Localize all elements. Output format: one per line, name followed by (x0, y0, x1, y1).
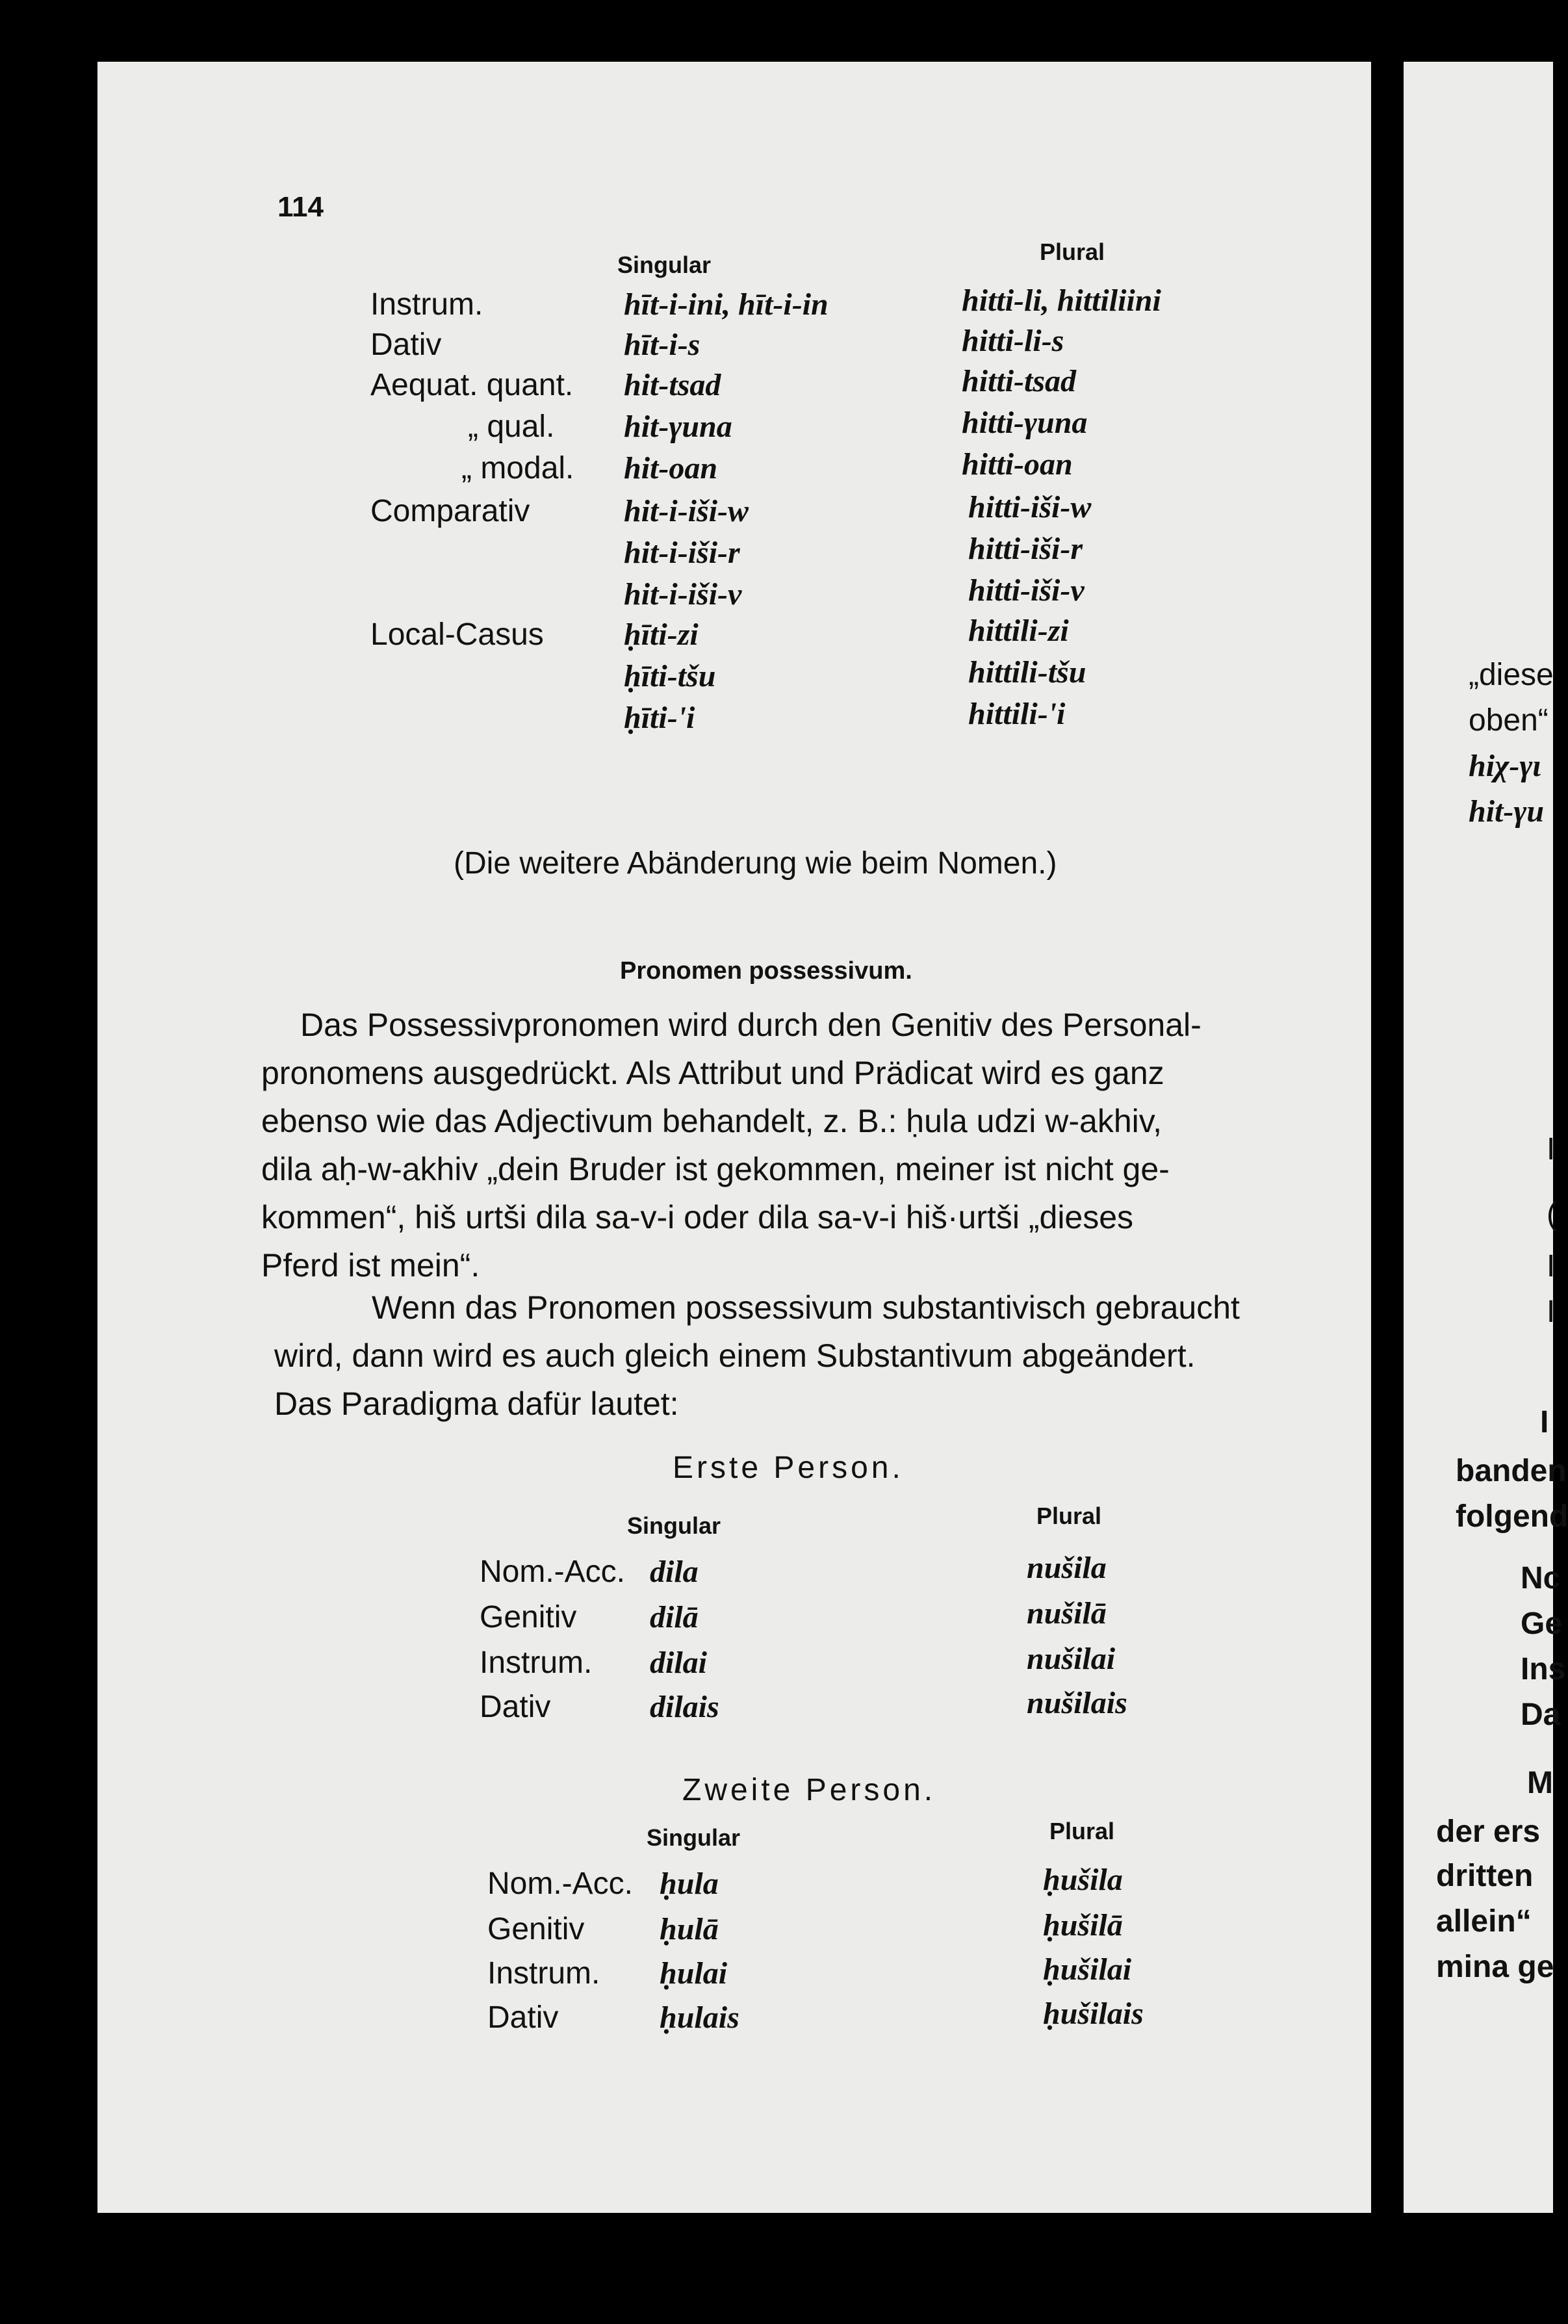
table1-singular-form: hīt-i-s (624, 328, 700, 362)
next-page-fragment: hiχ-γι (1469, 749, 1541, 783)
zweite-header-singular: Singular (647, 1824, 741, 1851)
next-page-fragment: Ge (1521, 1607, 1563, 1641)
table1-singular-form: hit-i-iši-v (624, 577, 742, 612)
erste-singular-form: dilai (650, 1646, 708, 1680)
paragraph-1-line: pronomens ausgedrückt. Als Attribut und Prädicat wird es ganz (261, 1055, 1164, 1091)
zweite-row-label: Instrum. (487, 1956, 600, 1991)
next-page-fragment: I (1547, 1249, 1556, 1284)
paragraph-1-line: kommen“, hiš urtši dila sa-v-i oder dila sa-v-i hiš·urtši „dieses (261, 1199, 1134, 1235)
zweite-plural-form: ḥušilai (1043, 1952, 1132, 1987)
table1-row-label: „ modal. (461, 451, 574, 485)
erste-row-label: Genitiv (480, 1600, 577, 1634)
table1-row-label: „ qual. (468, 409, 555, 444)
erste-singular-form: dilais (650, 1690, 719, 1724)
table1-singular-form: ḥīti-tšu (624, 659, 716, 693)
paragraph-1 (261, 1001, 1418, 1289)
table1-plural-form: hittili-zi (968, 613, 1069, 648)
page-number: 114 (277, 191, 324, 223)
next-page-fragment: M (1527, 1766, 1553, 1800)
next-page-fragment: Nc (1521, 1561, 1561, 1595)
table1-row-label: Comparativ (370, 494, 530, 528)
table1-singular-form: hit-tsad (624, 368, 721, 402)
next-page-fragment: I (1540, 1405, 1549, 1440)
next-page-fragment: I (1547, 1295, 1556, 1329)
next-page-fragment: ( (1547, 1197, 1557, 1232)
paragraph-2-line: wird, dann wird es auch gleich einem Substantivum abgeändert. (274, 1337, 1196, 1374)
erste-row-label: Nom.-Acc. (480, 1555, 626, 1589)
next-page-fragment: banden (1456, 1454, 1567, 1488)
paragraph-1-line: ebenso wie das Adjectivum behandelt, z. B.: ḥula udzi w-akhiv, (261, 1103, 1162, 1139)
erste-header-plural: Plural (1036, 1503, 1102, 1529)
table1-plural-form: hitti-tsad (962, 364, 1077, 398)
table1-singular-form: ḥīti-zi (624, 617, 699, 652)
erste-row-label: Dativ (480, 1690, 551, 1724)
section-title: Pronomen possessivum. (620, 957, 912, 985)
zweite-singular-form: ḥulais (660, 2000, 739, 2035)
erste-plural-form: nušila (1027, 1551, 1107, 1585)
table1-plural-form: hitti-iši-v (968, 573, 1085, 608)
next-page-fragment: Da (1521, 1698, 1561, 1732)
next-page-fragment: „diese (1469, 658, 1554, 692)
zweite-row-label: Dativ (487, 2000, 559, 2035)
next-page-fragment: der ers (1436, 1814, 1541, 1849)
paragraph-1-line: Das Possessivpronomen wird durch den Genitiv des Personal- (300, 1007, 1202, 1043)
table1-plural-form: hitti-li, hittiliini (962, 283, 1161, 318)
zweite-plural-form: ḥušilā (1043, 1908, 1123, 1943)
table1-plural-form: hitti-oan (962, 447, 1073, 482)
zweite-person-title: Zweite Person. (682, 1773, 936, 1807)
next-page-fragment: Ins (1521, 1652, 1566, 1686)
erste-header-singular: Singular (627, 1512, 721, 1539)
table1-singular-form: ḥīti-'i (624, 701, 695, 735)
table1-plural-form: hitti-li-s (962, 324, 1064, 358)
table1-row-label: Local-Casus (370, 617, 544, 652)
next-page-fragment: folgend (1456, 1499, 1568, 1534)
next-page-fragment: allein“ (1436, 1904, 1532, 1939)
erste-row-label: Instrum. (480, 1646, 593, 1680)
table1-singular-form: hit-γuna (624, 409, 732, 444)
book-page-left (97, 62, 1371, 2213)
paragraph-1-line: Pferd ist mein“. (261, 1247, 480, 1284)
erste-plural-form: nušilais (1027, 1686, 1127, 1720)
paragraph-2-line: Wenn das Pronomen possessivum substantivisch gebraucht (372, 1289, 1240, 1326)
erste-singular-form: dilā (650, 1600, 699, 1634)
paragraph-2-line: Das Paradigma dafür lautet: (274, 1386, 679, 1422)
zweite-row-label: Genitiv (487, 1912, 585, 1946)
zweite-row-label: Nom.-Acc. (487, 1866, 634, 1901)
table1-plural-form: hitti-γuna (962, 406, 1088, 440)
table1-header-plural: Plural (1040, 239, 1105, 265)
table1-singular-form: hit-i-iši-w (624, 494, 749, 528)
table1-header-singular: Singular (617, 252, 712, 278)
table1-singular-form: hīt-i-ini, hīt-i-in (624, 287, 829, 322)
next-page-fragment: dritten (1436, 1859, 1534, 1893)
table1-row-label: Dativ (370, 328, 442, 362)
paragraph-2 (274, 1284, 1418, 1428)
erste-plural-form: nušilā (1027, 1596, 1107, 1631)
erste-singular-form: dila (650, 1555, 699, 1589)
zweite-header-plural: Plural (1049, 1818, 1115, 1844)
zweite-singular-form: ḥulai (660, 1956, 728, 1991)
book-page-right-fragment (1404, 62, 1568, 2213)
zweite-plural-form: ḥušila (1043, 1863, 1123, 1897)
table1-plural-form: hittili-tšu (968, 655, 1086, 690)
table1-plural-form: hittili-'i (968, 697, 1066, 731)
next-page-fragment: I (1547, 1132, 1556, 1167)
next-page-fragment: mina ge (1436, 1950, 1554, 1984)
table1-row-label: Instrum. (370, 287, 483, 322)
next-page-fragment: hit-γu (1469, 794, 1545, 829)
erste-plural-form: nušilai (1027, 1642, 1116, 1676)
zweite-plural-form: ḥušilais (1043, 1996, 1144, 2031)
table1-note: (Die weitere Abänderung wie beim Nomen.) (454, 846, 1057, 881)
table1-row-label: Aequat. quant. (370, 368, 574, 402)
zweite-singular-form: ḥula (660, 1866, 719, 1901)
table1-singular-form: hit-i-iši-r (624, 536, 740, 570)
paragraph-1-line: dila aḥ-w-akhiv „dein Bruder ist gekommen, meiner ist nicht ge- (261, 1151, 1170, 1187)
erste-person-title: Erste Person. (673, 1451, 904, 1485)
table1-plural-form: hitti-iši-r (968, 532, 1083, 566)
zweite-singular-form: ḥulā (660, 1912, 719, 1946)
table1-plural-form: hitti-iši-w (968, 490, 1092, 524)
table1-singular-form: hit-oan (624, 451, 718, 485)
next-page-fragment: oben“ (1469, 703, 1549, 738)
